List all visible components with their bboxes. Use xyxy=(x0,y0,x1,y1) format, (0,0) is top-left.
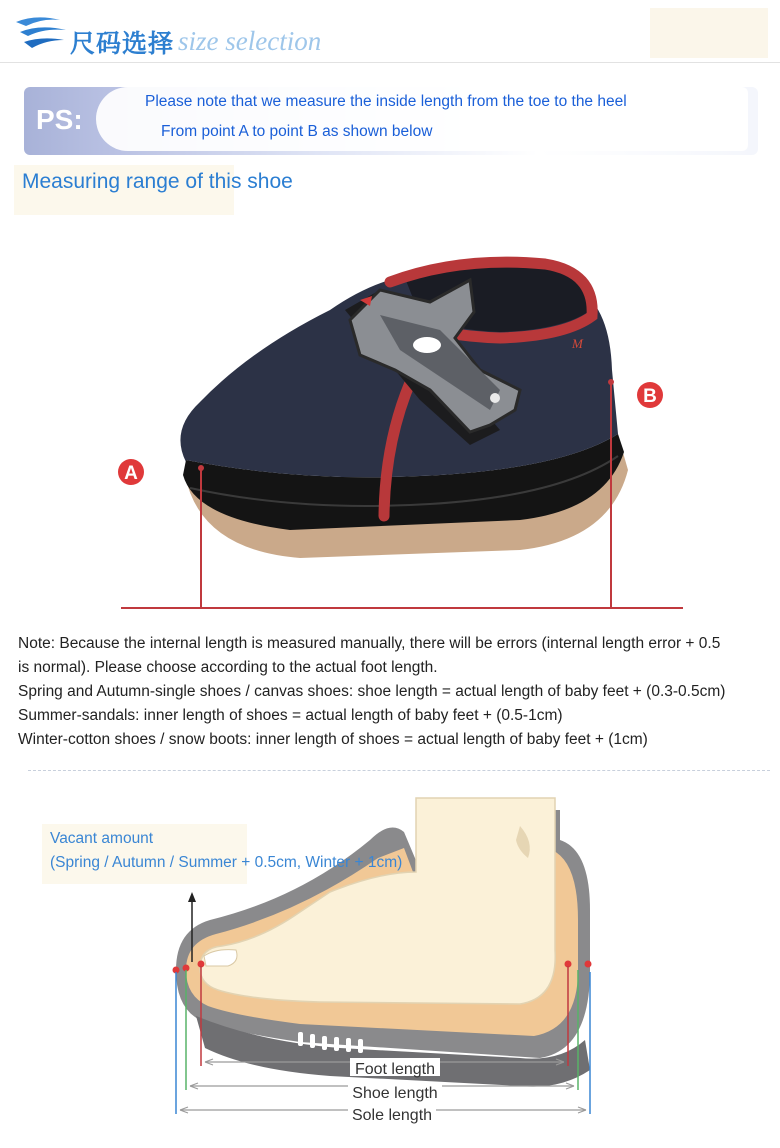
header-divider xyxy=(0,62,780,63)
swoosh-logo-icon xyxy=(14,12,70,52)
note-line: Note: Because the internal length is measured manually, there will be errors (internal length error + 0.5 xyxy=(18,635,721,652)
point-b-label: B xyxy=(643,386,657,407)
notes-block xyxy=(18,632,778,752)
shoe-length-label: Shoe length xyxy=(352,1085,438,1102)
measuring-range-title: Measuring range of this shoe xyxy=(22,170,293,193)
page-title-en: size selection xyxy=(178,26,322,56)
note-line: Winter-cotton shoes / snow boots: inner length of shoes = actual length of baby feet + (1cm) xyxy=(18,731,648,748)
ps-label: PS: xyxy=(36,104,83,135)
sole-length-label: Sole length xyxy=(351,1107,433,1124)
foot-shape xyxy=(200,798,555,1004)
point-b-marker xyxy=(637,382,663,408)
shoe-logo-mark: M xyxy=(572,336,583,351)
note-line: Summer-sandals: inner length of shoes = actual length of baby feet + (0.5-1cm) xyxy=(18,707,563,724)
point-a-marker xyxy=(118,459,144,485)
shoe-measure-illustration xyxy=(0,220,780,620)
point-a-label: A xyxy=(124,463,138,484)
ps-note-line-2: From point A to point B as shown below xyxy=(161,123,433,140)
ps-note-line-1: Please note that we measure the inside length from the toe to the heel xyxy=(145,93,627,110)
header-decoration xyxy=(650,8,768,58)
vacant-amount-title: Vacant amount xyxy=(50,830,154,847)
note-line: is normal). Please choose according to the actual foot length. xyxy=(18,659,438,676)
note-line: Spring and Autumn-single shoes / canvas shoes: shoe length = actual length of baby feet + (0.3-0.5cm) xyxy=(18,683,726,700)
section-divider xyxy=(28,770,770,771)
foot-length-label: Foot length xyxy=(354,1061,436,1078)
vacant-amount-detail: (Spring / Autumn / Summer + 0.5cm, Winter + 1cm) xyxy=(50,854,403,871)
page-title-cn: 尺码选择 xyxy=(70,30,175,58)
